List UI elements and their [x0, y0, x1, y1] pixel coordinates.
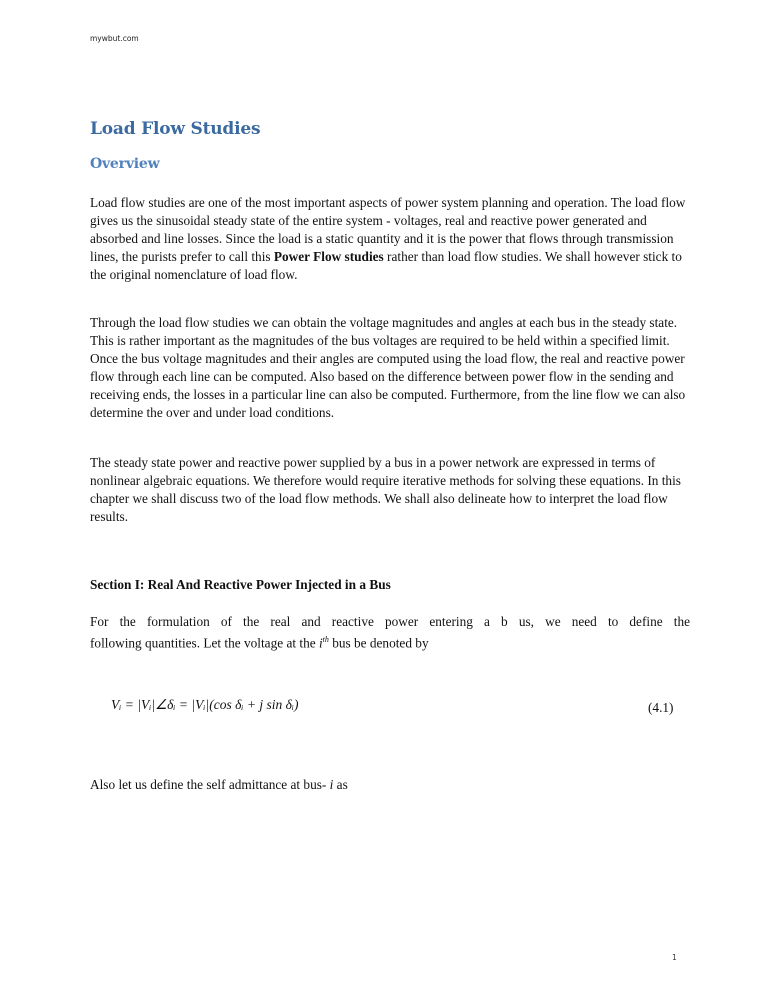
equation-4-1: Vᵢ = |Vᵢ|∠δᵢ = |Vᵢ|(cos δᵢ + j sin δᵢ)	[111, 697, 299, 712]
section-heading: Section I: Real And Reactive Power Injected in a Bus	[90, 577, 391, 592]
paragraph-formulation-line2-start: following quantities. Let the voltage at the	[90, 635, 319, 651]
paragraph-self-admittance	[90, 776, 690, 794]
paragraph-formulation	[90, 613, 690, 652]
paragraph-formulation-line2-end: bus be denoted by	[328, 635, 429, 651]
equation-number: (4.1)	[648, 700, 674, 715]
page-title: Load Flow Studies	[90, 119, 261, 139]
paragraph-nonlinear-equations: The steady state power and reactive power supplied by a bus in a power network are expressed in terms of nonlinear algebraic equations. We therefore would require iterative methods for solving these equations. In this chapter we shall discuss two of the load flow methods. We shall also delineate how to interpret the load flow results.	[90, 455, 681, 524]
paragraph-voltage-magnitudes: Through the load flow studies we can obtain the voltage magnitudes and angles at each bus in the steady state. This is rather important as the magnitudes of the bus voltages are required to be held within a specified limit. Once the bus voltage magnitudes and their angles are computed using the load flow, the real and reactive power flow through each line can be computed. Also based on the difference between power flow in the sending and receiving ends, the losses in a particular line can also be computed. Furthermore, from the line flow we can also determine the over and under load conditions.	[90, 315, 686, 420]
variable-i: i	[329, 777, 334, 792]
variable-i: i	[318, 635, 323, 651]
superscript-th: th	[322, 634, 329, 644]
paragraph-intro	[90, 194, 690, 284]
section-subtitle-overview: Overview	[90, 156, 160, 172]
paragraph-intro-text-end: rather than load flow studies. We shall however stick to the original nomenclature of load flow.	[90, 248, 682, 282]
page-number: 1	[672, 953, 677, 962]
header-site-name: mywbut.com	[90, 34, 139, 43]
paragraph-self-admittance-start: Also let us define the self admittance at bus-	[90, 777, 330, 792]
paragraph-formulation-line1: For the formulation of the real and reactive power entering a b us, we need to define the	[90, 614, 690, 629]
bold-term-power-flow: Power Flow studies	[273, 248, 384, 264]
paragraph-intro-text-start: Load flow studies are one of the most important aspects of power system planning and operation. The load flow gives us the sinusoidal steady state of the entire system - voltages, real and reactive power generated and absorbed and line losses. Since the load is a static quantity and it is the power that flows through transmission lines, the purists prefer to call this	[90, 195, 686, 264]
paragraph-self-admittance-end: as	[333, 777, 348, 792]
